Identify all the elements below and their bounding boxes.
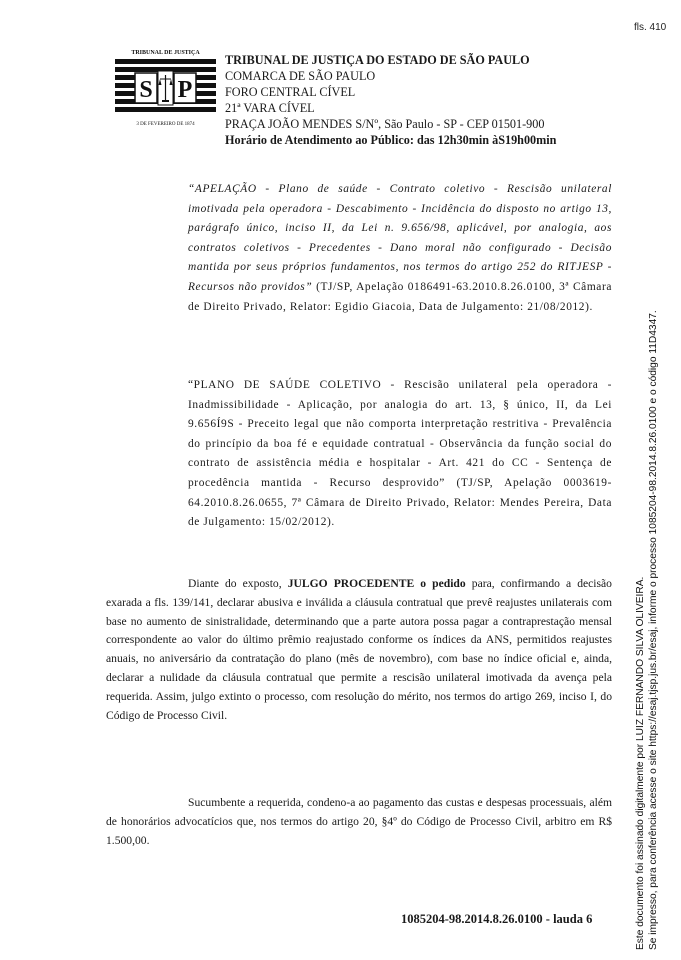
quote1-ementa: “APELAÇÃO - Plano de saúde - Contrato coletivo - Rescisão unilateral imotivada pela operadora - Descabimento - Incidência do disposto no artigo 13, parágrafo único, inciso II, da Lei n. 9.656/98, aplicável, por analogia, aos contratos coletivos - Precedentes - Dano moral não configurado - Decisão mantida por seus próprios fundamentos, nos termos do artigo 252 do RITJESP - Recursos não providos”	[188, 183, 612, 293]
header-comarca: COMARCA DE SÃO PAULO	[225, 69, 376, 83]
header-hours: Horário de Atendimento ao Público: das 12h30min àS19h00min	[225, 133, 557, 147]
signature-line-1: Este documento foi assinado digitalmente por LUIZ FERNANDO SILVA OLIVEIRA.	[635, 576, 646, 950]
jurisprudence-quote-1	[188, 180, 612, 317]
header-foro: FORO CENTRAL CÍVEL	[225, 85, 356, 99]
page-number: fls. 410	[634, 22, 667, 33]
quote1-citation: (TJ/SP, Apelação 0186491-63.2010.8.26.0100, 3ª Câmara de Direito Privado, Relator: Egidio Giacoia, Data de Julgamento: 21/08/2012).	[188, 280, 612, 313]
court-header	[225, 52, 556, 148]
page-footer: 1085204-98.2014.8.26.0100 - lauda 6	[401, 912, 593, 926]
costs-paragraph	[106, 794, 612, 850]
decision-body: para, confirmando a decisão exarada a fls. 139/141, declarar abusiva e inválida a cláusula contratual que prevê reajustes unilaterais com base no aumento de sinistralidade, determinando que a parte autora possa pagar a contraprestação mensal correspondente ao valor do último prêmio reajustado conforme os índices da ANS, permitidos reajustes anuais, no aniversário da contratação do plano (mês de novembro), com base no índice oficial e, ainda, declarar a nulidade da cláusula contratual que permite a rescisão unilateral imotivada da avença pela requerida. Assim, julgo extinto o processo, com resolução do mérito, nos termos do artigo 269, inciso I, do Código de Processo Civil.	[106, 577, 612, 722]
court-seal-logo	[111, 45, 220, 132]
seal-bottom-text: 3 DE FEVEREIRO DE 1874	[136, 122, 195, 127]
header-address: PRAÇA JOÃO MENDES S/Nº, São Paulo - SP - CEP 01501-900	[225, 117, 545, 131]
decision-paragraph	[106, 575, 612, 725]
header-court-name: TRIBUNAL DE JUSTIÇA DO ESTADO DE SÃO PAULO	[225, 53, 530, 67]
seal-letter-p: P	[177, 77, 193, 103]
signature-line-2: Se impresso, para conferência acesse o site https://esaj.tjsp.jus.br/esaj, informe o processo 1085204-98.2014.8.26.0100 e o código 11D4347.	[648, 310, 659, 950]
decision-lead: Diante do exposto,	[188, 577, 282, 590]
decision-verdict: JULGO PROCEDENTE o pedido	[287, 577, 466, 590]
seal-letter-s: S	[139, 77, 153, 103]
jurisprudence-quote-2: “PLANO DE SAÚDE COLETIVO - Rescisão unilateral pela operadora - Inadmissibilidade - Aplicação, por analogia do art. 13, § único, II, da Lei 9.656Í9S - Preceito legal que não comporta interpretação restritiva - Prevalência do princípio da boa fé e equidade contratual - Observância da função social do contrato de assistência média e hospitalar - Art. 421 do CC - Sentença de procedência mantida - Recurso desprovido” (TJ/SP, Apelação 0003619-64.2010.8.26.0655, 7ª Câmara de Direito Privado, Relator: Mendes Pereira, Data de Julgamento: 15/02/2012).	[188, 379, 612, 529]
header-vara: 21ª VARA CÍVEL	[225, 101, 315, 115]
seal-top-text: TRIBUNAL DE JUSTIÇA	[131, 50, 200, 56]
digital-signature-note	[634, 310, 660, 950]
costs-body: Sucumbente a requerida, condeno-a ao pagamento das custas e despesas processuais, além de honorários advocatícios que, nos termos do artigo 20, §4º do Código de Processo Civil, arbitro em R$ 1.500,00.	[106, 796, 612, 847]
